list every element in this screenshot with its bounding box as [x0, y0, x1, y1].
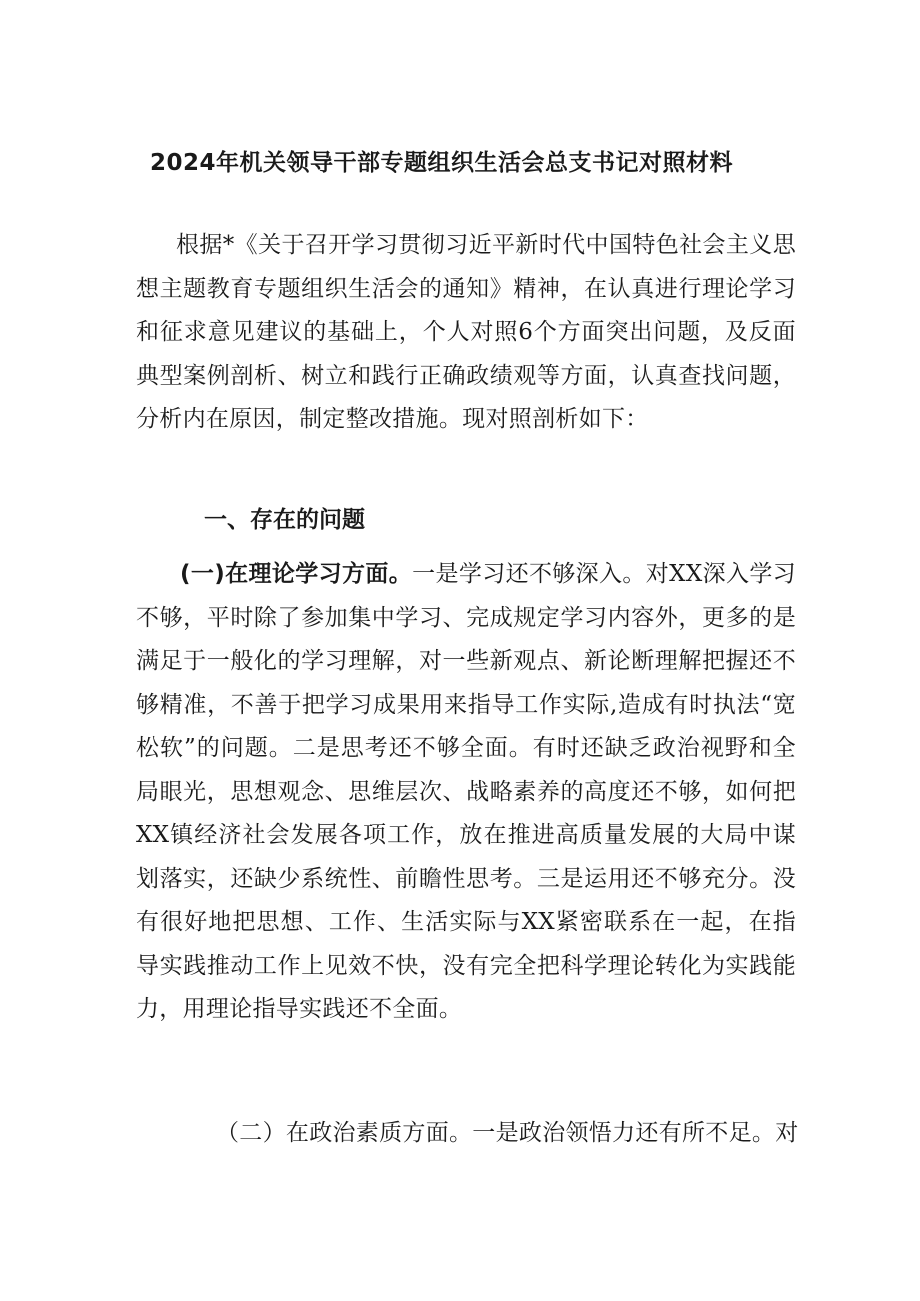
section-theory-study-lead: (一)在理论学习方面。	[180, 561, 413, 587]
section-theory-study-paragraph	[136, 553, 796, 1032]
document-title: 2024年机关领导干部专题组织生活会总支书记对照材料	[150, 150, 734, 176]
section-theory-study-body: 一是学习还不够深入。对XX深入学习不够，平时除了参加集中学习、完成规定学习内容外，更多的是满足于一般化的学习理解，对一些新观点、新论断理解把握还不够精准，不善于把学习成果用来指导工作实际,造成有时执法“宽松软”的问题。二是思考还不够全面。有时还缺乏政治视野和全局眼光，思想观念、思维层次、战略素养的高度还不够，如何把XX镇经济社会发展各项工作，放在推进高质量发展的大局中谋划落实，还缺少系统性、前瞻性思考。三是运用还不够充分。没有很好地把思想、工作、生活实际与XX紧密联系在一起，在指导实践推动工作上见效不快，没有完全把科学理论转化为实践能力，用理论指导实践还不全面。	[136, 561, 796, 1022]
intro-paragraph: 根据*《关于召开学习贯彻习近平新时代中国特色社会主义思想主题教育专题组织生活会的通知》精神，在认真进行理论学习和征求意见建议的基础上，个人对照6个方面突出问题，及反面典型案例剖析、树立和践行正确政绩观等方面，认真查找问题，分析内在原因，制定整改措施。现对照剖析如下：	[136, 232, 796, 432]
section-heading-issues: 一、存在的问题	[204, 507, 365, 533]
section-political-quality-paragraph: （二）在政治素质方面。一是政治领悟力还有所不足。对	[216, 1120, 799, 1146]
